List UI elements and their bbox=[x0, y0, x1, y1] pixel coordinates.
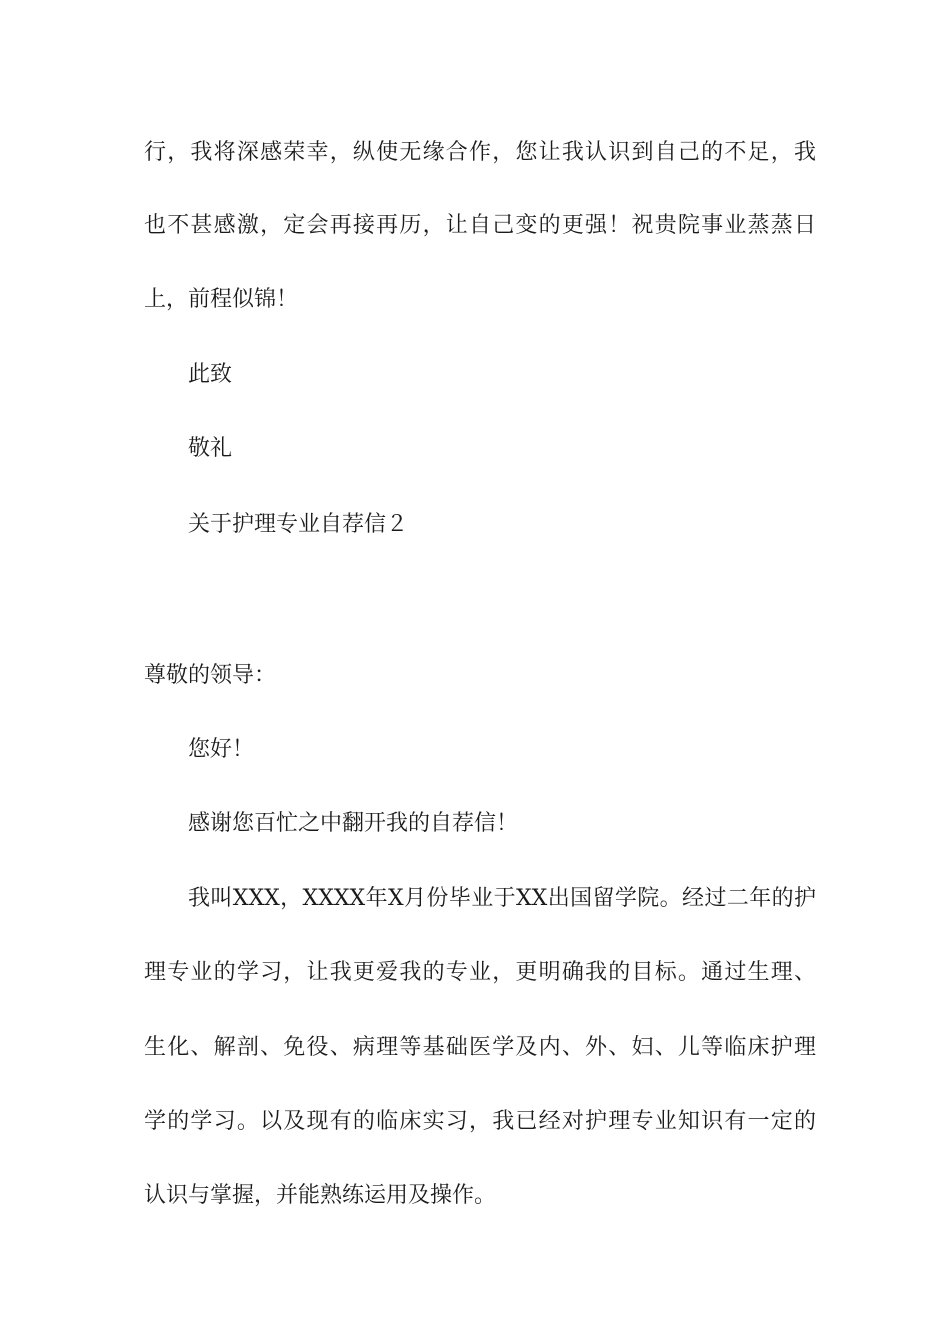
thanks-line: 感谢您百忙之中翻开我的自荐信！ bbox=[188, 811, 519, 836]
paragraph-line: 理专业的学习，让我更爱我的专业，更明确我的目标。通过生理、 bbox=[144, 960, 816, 985]
paragraph-line: 行，我将深感荣幸，纵使无缘合作，您让我认识到自己的不足，我 bbox=[144, 140, 816, 165]
closing-line: 敬礼 bbox=[188, 436, 233, 461]
greeting: 您好！ bbox=[188, 737, 255, 762]
paragraph-line: 生化、解剖、免役、病理等基础医学及内、外、妇、儿等临床护理 bbox=[144, 1035, 816, 1060]
section-title: 关于护理专业自荐信２ bbox=[188, 512, 409, 537]
paragraph-line: 我叫XXX，XXXX年X月份毕业于XX出国留学院。经过二年的护 bbox=[188, 886, 816, 911]
paragraph-line: 认识与掌握，并能熟练运用及操作。 bbox=[144, 1183, 497, 1208]
salutation: 尊敬的领导： bbox=[144, 663, 277, 688]
paragraph-line: 上，前程似锦！ bbox=[144, 287, 299, 312]
paragraph-line: 学的学习。以及现有的临床实习，我已经对护理专业知识有一定的 bbox=[144, 1109, 816, 1134]
closing-line: 此致 bbox=[188, 362, 233, 387]
paragraph-line: 也不甚感激，定会再接再历，让自己变的更强！祝贵院事业蒸蒸日 bbox=[144, 213, 816, 238]
